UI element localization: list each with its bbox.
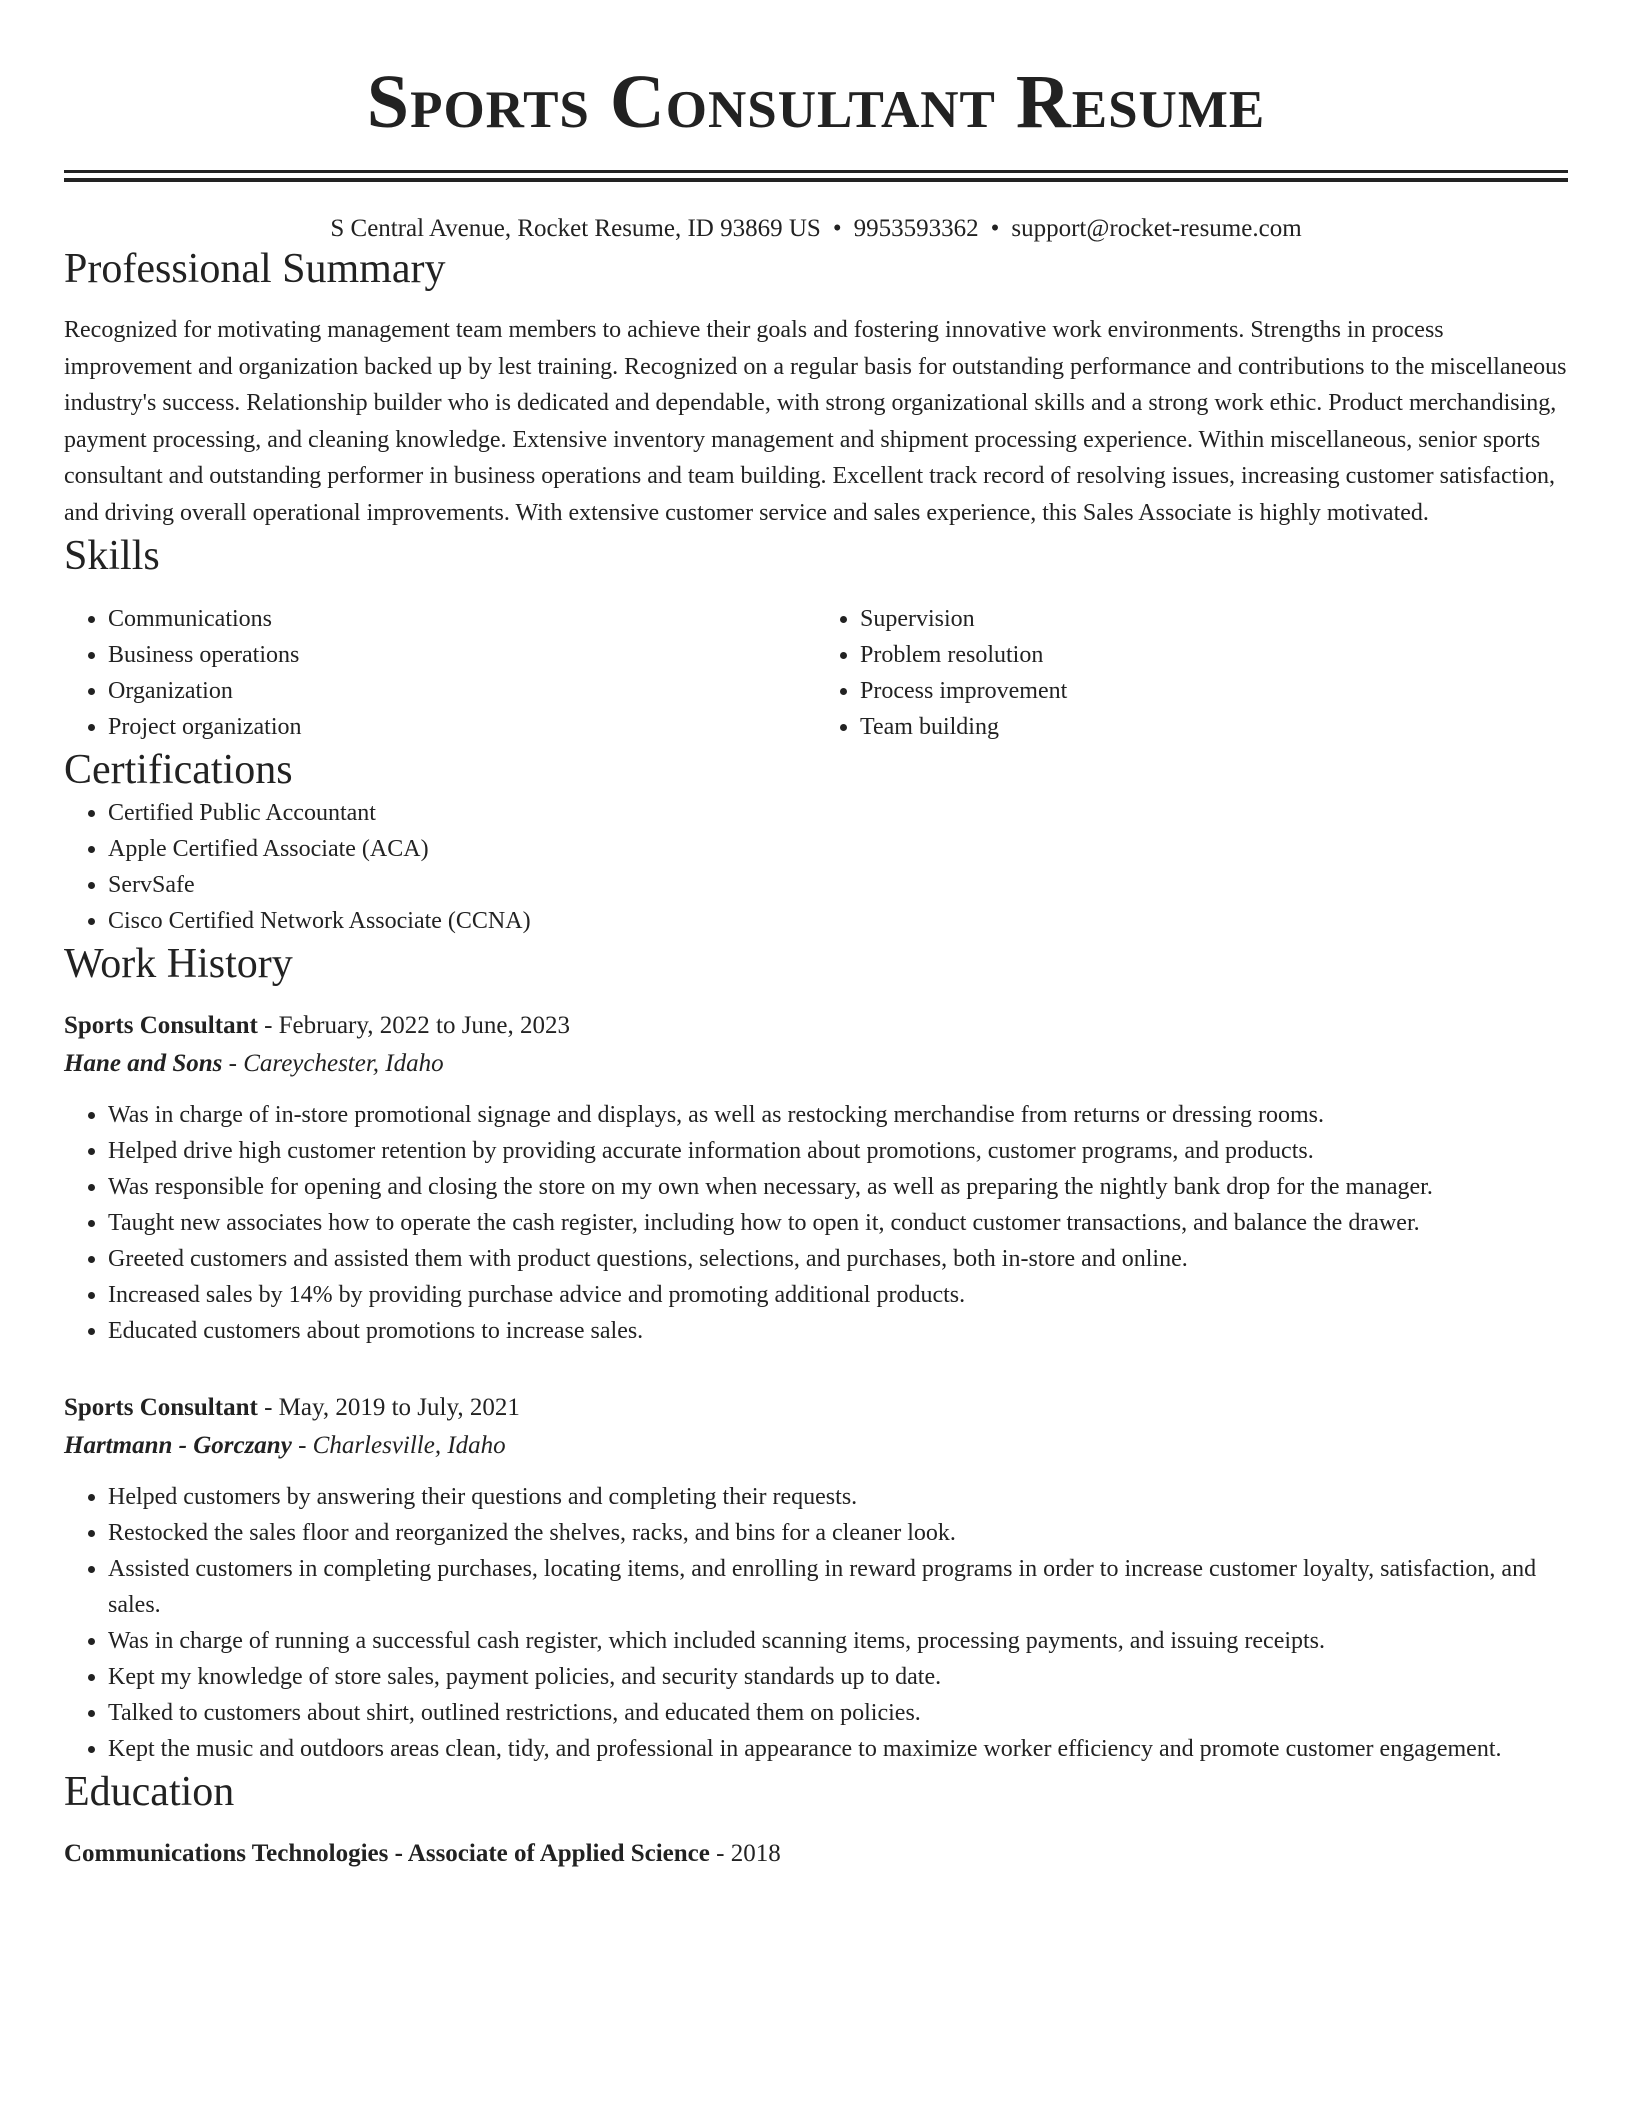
job-company: Hartmann - Gorczany — [64, 1432, 292, 1459]
skills-heading: Skills — [64, 533, 160, 579]
skills-columns — [64, 601, 1568, 745]
job-duty-item: • Taught new associates how to operate the cash register, including how to open it, conduct customer transactions, and balance the drawer. — [108, 1205, 1568, 1241]
skill-item: • Process improvement — [860, 673, 1568, 709]
summary-heading: Professional Summary — [64, 246, 446, 292]
skill-item: • Problem resolution — [860, 637, 1568, 673]
job-company-line — [64, 1427, 1568, 1465]
job-dates: - May, 2019 to July, 2021 — [257, 1394, 520, 1421]
job-location: - Charlesville, Idaho — [291, 1432, 506, 1459]
contact-email[interactable]: support@rocket-resume.com — [1011, 215, 1302, 242]
job-duty-item: • Restocked the sales floor and reorganized the shelves, racks, and bins for a cleaner look. — [108, 1515, 1568, 1551]
contact-separator: • — [990, 215, 1000, 242]
skills-list-left — [64, 601, 816, 745]
job-duty-item: • Greeted customers and assisted them with product questions, selections, and purchases, both in-store and online. — [108, 1241, 1568, 1277]
job-duty-item: • Was responsible for opening and closing the store on my own when necessary, as well as preparing the nightly bank drop for the manager. — [108, 1169, 1568, 1205]
contact-phone[interactable]: 9953593362 — [853, 215, 979, 242]
job-duty-item: • Kept the music and outdoors areas clean, tidy, and professional in appearance to maximize worker efficiency and promote customer engagement. — [108, 1731, 1568, 1767]
education-entry — [64, 1835, 1568, 1873]
contact-separator: • — [832, 215, 842, 242]
education-year: - 2018 — [709, 1840, 781, 1867]
resume-title: Sports Consultant Resume — [366, 60, 1266, 144]
job-company: Hane and Sons — [64, 1050, 223, 1077]
job-title: Sports Consultant — [64, 1394, 258, 1421]
certifications-list — [64, 795, 1568, 939]
job-dates: - February, 2022 to June, 2023 — [257, 1012, 571, 1039]
title-double-rule — [64, 170, 1568, 182]
job-duty-item: • Assisted customers in completing purchases, locating items, and enrolling in reward programs in order to increase customer loyalty, satisfaction, and sales. — [108, 1551, 1568, 1623]
certifications-heading: Certifications — [64, 747, 293, 793]
job-location: - Careychester, Idaho — [222, 1050, 444, 1077]
skill-item: • Team building — [860, 709, 1568, 745]
job-company-line — [64, 1045, 1568, 1083]
certification-item: • Apple Certified Associate (ACA) — [108, 831, 1568, 867]
skills-list-right — [816, 601, 1568, 745]
job-duty-item: • Increased sales by 14% by providing purchase advice and promoting additional products. — [108, 1277, 1568, 1313]
job-entry — [64, 1389, 1568, 1767]
job-duty-item: • Was in charge of in-store promotional signage and displays, as well as restocking merchandise from returns or dressing rooms. — [108, 1097, 1568, 1133]
job-duty-item: • Educated customers about promotions to increase sales. — [108, 1313, 1568, 1349]
job-duties-list — [64, 1097, 1568, 1349]
skill-item: • Project organization — [108, 709, 816, 745]
education-degree: Communications Technologies - Associate of Applied Science — [64, 1840, 710, 1867]
certification-item: • Cisco Certified Network Associate (CCNA) — [108, 903, 1568, 939]
work-history-heading: Work History — [64, 941, 293, 987]
certification-item: • ServSafe — [108, 867, 1568, 903]
education-heading: Education — [64, 1769, 235, 1815]
job-title-line — [64, 1007, 1568, 1045]
skill-item: • Business operations — [108, 637, 816, 673]
job-duty-item: • Helped customers by answering their questions and completing their requests. — [108, 1479, 1568, 1515]
contact-line — [64, 214, 1568, 244]
skill-item: • Communications — [108, 601, 816, 637]
job-duty-item: • Talked to customers about shirt, outlined restrictions, and educated them on policies. — [108, 1695, 1568, 1731]
contact-address: S Central Avenue, Rocket Resume, ID 93869 US — [330, 215, 821, 242]
job-entry — [64, 1007, 1568, 1349]
job-title: Sports Consultant — [64, 1012, 258, 1039]
job-title-line — [64, 1389, 1568, 1427]
summary-text: Recognized for motivating management team members to achieve their goals and fostering innovative work environments. Strengths in process improvement and organization backed up by lest training. Recognized on a regular basis for outstanding performance and contributions to the miscellaneous industry's success. Relationship builder who is dedicated and dependable, with strong organizational skills and a strong work ethic. Product merchandising, payment processing, and cleaning knowledge. Extensive inventory management and shipment processing experience. Within miscellaneous, senior sports consultant and outstanding performer in business operations and team building. Excellent track record of resolving issues, increasing customer satisfaction, and driving overall operational improvements. With extensive customer service and sales experience, this Sales Associate is highly motivated. — [64, 317, 1567, 526]
job-duty-item: • Helped drive high customer retention by providing accurate information about promotions, customer programs, and products. — [108, 1133, 1568, 1169]
job-duties-list — [64, 1479, 1568, 1767]
skill-item: • Supervision — [860, 601, 1568, 637]
certification-item: • Certified Public Accountant — [108, 795, 1568, 831]
job-duty-item: • Kept my knowledge of store sales, payment policies, and security standards up to date. — [108, 1659, 1568, 1695]
skill-item: • Organization — [108, 673, 816, 709]
job-duty-item: • Was in charge of running a successful cash register, which included scanning items, processing payments, and issuing receipts. — [108, 1623, 1568, 1659]
